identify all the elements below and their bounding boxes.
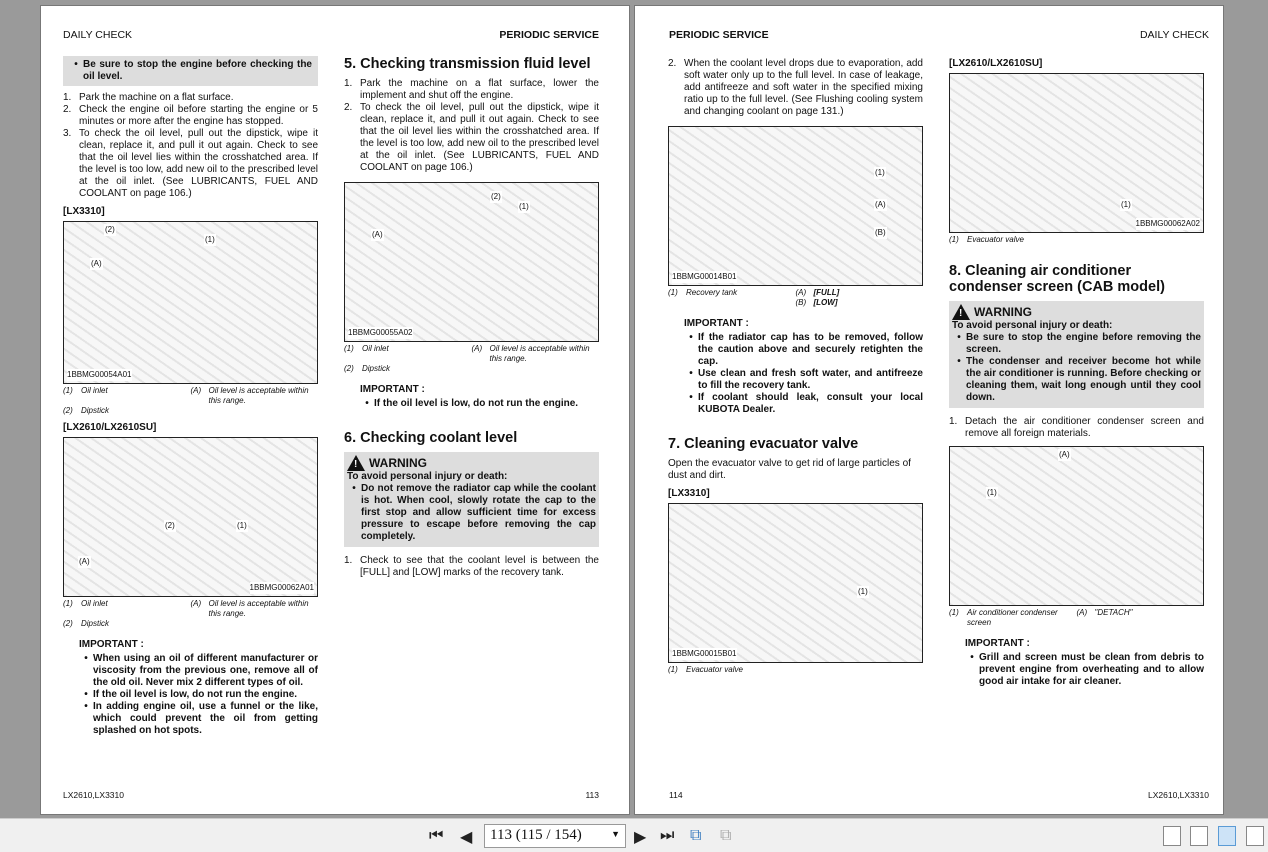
section-title: 8. Cleaning air conditioner condenser screen (CAB model) [949, 263, 1165, 295]
last-page-icon[interactable]: ⏭ [660, 827, 675, 844]
callout: (1) [858, 587, 868, 596]
step [344, 102, 599, 174]
legend-key: (1) [344, 344, 354, 353]
legend-text: Oil level is acceptable within this range. [208, 386, 309, 405]
navigation-toolbar [0, 818, 1268, 852]
callout: (A) [91, 259, 102, 268]
step [344, 555, 599, 579]
legend-key: (1) [63, 386, 73, 395]
figure-legend [344, 344, 599, 374]
important-item: • In adding engine oil, use a funnel or the like, which could prevent the oil from getting splashed on hot spots. [84, 701, 318, 736]
continuous-icon[interactable] [1190, 826, 1208, 846]
warning-item: • Do not remove the radiator cap while the coolant is hot. When cool, slowly rotate the cap to the first stop and allow sufficient time for excess pressure to escape before removing the cap completely. [352, 483, 596, 542]
prev-page-icon[interactable]: ◀ [460, 829, 473, 846]
important-text: Use clean and fresh soft water, and antifreeze to fill the recovery tank. [698, 368, 923, 391]
figure-code: 1BBMG00062A01 [249, 583, 314, 592]
step-text: When the coolant level drops due to evaporation, add soft water only up to the full level. In case of leakage, add antifreeze and soft water in the specified mixing ratio up to the full level. (See Flushing cooling system and changing coolant on page 131.) [684, 58, 923, 117]
legend-key: (1) [63, 599, 73, 608]
warning-title: WARNING [369, 456, 427, 470]
next-page-icon[interactable]: ▶ [634, 829, 647, 846]
step-num: 2. [668, 58, 677, 69]
step-num: 2. [344, 102, 353, 113]
two-page-icon[interactable] [1218, 826, 1236, 846]
important-item: • If the oil level is low, do not run the engine. [360, 398, 599, 410]
figure-legend [63, 386, 318, 416]
legend-text: Evacuator valve [967, 235, 1024, 244]
callout: (1) [987, 488, 997, 497]
prev-view-icon[interactable]: ⧉ [690, 827, 702, 844]
callout: (B) [875, 228, 886, 237]
callout: (A) [875, 200, 886, 209]
figure-code: 1BBMG00015B01 [672, 649, 737, 658]
legend-text: "DETACH" [1094, 608, 1133, 617]
page-value: 113 (115 / 154) [490, 827, 582, 843]
step [63, 104, 318, 128]
section-title: 6. Checking coolant level [344, 430, 518, 446]
callout: (1) [519, 202, 529, 211]
chevron-down-icon[interactable]: ▼ [611, 829, 620, 839]
legend-text: Oil inlet [81, 599, 108, 608]
legend-key: (A) [190, 599, 202, 608]
legend-key: (A) [190, 386, 202, 395]
page-number: 113 [585, 790, 599, 800]
legend-key: (2) [344, 364, 354, 373]
step-text: To check the oil level, pull out the dipstick, wipe it clean, replace it, and pull it out again. Check to see that the oil level lies within the crosshatched area. If the level is too low, add new oil to the prescribed level at the oil inlet. (See LUBRICANTS, FUEL AND COOLANT on page 106.) [79, 128, 318, 199]
important-item: • If the oil level is low, do not run the engine. [79, 689, 318, 701]
legend-key: (A) [795, 288, 807, 297]
figure-code: 1BBMG00055A02 [348, 328, 413, 337]
section-title: 7. Cleaning evacuator valve [668, 436, 859, 452]
important-title: IMPORTANT : [965, 638, 1030, 649]
warning-title: WARNING [974, 305, 1032, 319]
step-text: Detach the air conditioner condenser screen and remove all foreign materials. [965, 416, 1204, 439]
legend-text: [FULL] [813, 288, 840, 297]
important-item: • When using an oil of different manufacturer or viscosity from the previous one, remove all of the old oil. Never mix 2 different types of oil. [84, 653, 318, 688]
warning-icon [952, 304, 970, 320]
step-text: To check the oil level, pull out the dipstick, wipe it clean, replace it, and pull it out again. Check to see that the oil level lies within the crosshatched area. If the level is too low, add new oil to the prescribed level at the oil inlet. (See LUBRICANTS, FUEL AND COOLANT on page 106.) [360, 102, 599, 173]
step-num: 3. [63, 128, 72, 139]
figure-legend [63, 599, 318, 629]
warning-text: Be sure to stop the engine before removing the screen. [966, 332, 1201, 355]
page-selector[interactable] [484, 824, 626, 848]
callout: (A) [79, 557, 90, 566]
warning-text: Do not remove the radiator cap while the coolant is hot. When cool, slowly rotate the cap to the first stop and allow sufficient time for excess pressure to escape before removing the cap completely. [361, 483, 596, 542]
transmission-figure [344, 182, 599, 342]
warning-box [344, 452, 599, 547]
legend-text: Oil level is acceptable within this range. [489, 344, 590, 363]
left-page [40, 5, 630, 815]
legend-text: Dipstick [81, 406, 110, 415]
header-right: DAILY CHECK [1139, 29, 1209, 41]
step [63, 92, 318, 104]
step-text: Check the engine oil before starting the engine or 5 minutes or more after the engine has stopped. [79, 104, 318, 127]
legend-text: Air conditioner condenser screen [967, 608, 1058, 627]
right-column [949, 58, 1204, 688]
step [63, 128, 318, 200]
figure-legend [668, 288, 923, 308]
footer-right: LX2610,LX3310 [1148, 790, 1209, 800]
step [949, 416, 1204, 440]
callout: (1) [205, 235, 215, 244]
important-item: • If the radiator cap has to be removed, follow the caution above and securely retighten the cap. [689, 332, 923, 367]
callout: (2) [491, 192, 501, 201]
figure-caption: [LX2610/LX2610SU] [63, 422, 157, 433]
engine-oil-figure [63, 221, 318, 384]
figure-code: 1BBMG00054A01 [67, 370, 132, 379]
warning-item: • The condenser and receiver become hot while the air conditioner is running. Before checking or cleaning them, wait long enough until they cool down. [957, 356, 1201, 403]
page-number: 114 [669, 790, 683, 800]
header-left: PERIODIC SERVICE [669, 29, 769, 41]
figure-legend [668, 665, 923, 675]
legend-text: [LOW] [813, 298, 838, 307]
single-page-icon[interactable] [1163, 826, 1181, 846]
figure-legend [949, 608, 1204, 628]
legend-text: Dipstick [362, 364, 391, 373]
legend-key: (2) [63, 619, 73, 628]
important-title: IMPORTANT : [360, 384, 425, 395]
warning-text: The condenser and receiver become hot while the air conditioner is running. Before checking or cleaning them, wait long enough until they cool down. [966, 356, 1201, 403]
legend-text: Evacuator valve [686, 665, 743, 674]
legend-key: (1) [949, 608, 959, 617]
important-text: If coolant should leak, consult your local KUBOTA Dealer. [698, 392, 923, 415]
legend-key: (1) [949, 235, 959, 244]
callout: (A) [1059, 450, 1070, 459]
step-num: 2. [63, 104, 72, 115]
important-item: • Grill and screen must be clean from debris to prevent engine from overheating and to allow good air intake for air cleaner. [970, 652, 1204, 687]
warning-icon [347, 455, 365, 471]
first-page-icon[interactable]: ⏮ [429, 827, 444, 844]
figure-code: 1BBMG00014B01 [672, 272, 737, 281]
header-left: DAILY CHECK [63, 29, 133, 41]
warning-item: • Be sure to stop the engine before removing the screen. [957, 332, 1201, 355]
callout: (1) [875, 168, 885, 177]
figure-caption: [LX3310] [63, 206, 105, 217]
important-text: If the oil level is low, do not run the engine. [374, 398, 579, 409]
evacuator-valve-figure-2 [949, 73, 1204, 233]
footer-left: LX2610,LX3310 [63, 790, 124, 800]
step-text: Check to see that the coolant level is between the [FULL] and [LOW] marks of the recovery tank. [360, 555, 599, 578]
warning-box [949, 301, 1204, 408]
warning-subtitle: To avoid personal injury or death: [347, 471, 508, 482]
warning-subtitle: To avoid personal injury or death: [952, 320, 1113, 331]
step-num: 1. [344, 78, 353, 89]
important-text: If the oil level is low, do not run the engine. [93, 689, 298, 700]
legend-key: (A) [471, 344, 483, 353]
figure-code: 1BBMG00062A02 [1135, 219, 1200, 228]
step [668, 58, 923, 118]
right-page [634, 5, 1224, 815]
two-page-continuous-icon[interactable] [1246, 826, 1264, 846]
legend-key: (2) [63, 406, 73, 415]
legend-key: (1) [668, 665, 678, 674]
step-num: 1. [344, 555, 353, 566]
next-view-icon[interactable]: ⧉ [720, 827, 732, 844]
callout: (1) [237, 521, 247, 530]
left-column [63, 56, 318, 737]
important-title: IMPORTANT : [684, 318, 749, 329]
left-column [668, 58, 923, 681]
step [344, 78, 599, 102]
important-title: IMPORTANT : [79, 639, 144, 650]
legend-text: Oil inlet [81, 386, 108, 395]
header-right: PERIODIC SERVICE [499, 29, 599, 41]
section-body: Open the evacuator valve to get rid of large particles of dust and dirt. [668, 458, 911, 481]
legend-key: (1) [668, 288, 678, 297]
important-text: When using an oil of different manufacturer or viscosity from the previous one, remove all of the old oil. Never mix 2 different types of oil. [93, 653, 318, 688]
legend-text: Recovery tank [686, 288, 738, 297]
note-text: Be sure to stop the engine before checking the oil level. [83, 59, 312, 82]
step-text: Park the machine on a flat surface. [79, 92, 234, 103]
legend-key: (A) [1076, 608, 1088, 617]
condenser-screen-figure [949, 446, 1204, 606]
engine-oil-figure-2 [63, 437, 318, 597]
important-item: • Use clean and fresh soft water, and antifreeze to fill the recovery tank. [689, 368, 923, 391]
callout: (2) [105, 225, 115, 234]
legend-text: Oil inlet [362, 344, 389, 353]
legend-text: Oil level is acceptable within this range. [208, 599, 309, 618]
note-box: • Be sure to stop the engine before checking the oil level. [63, 56, 318, 86]
legend-key: (B) [795, 298, 807, 307]
evacuator-valve-figure [668, 503, 923, 663]
important-item: • If coolant should leak, consult your local KUBOTA Dealer. [689, 392, 923, 415]
important-text: If the radiator cap has to be removed, follow the caution above and securely retighten the cap. [698, 332, 923, 367]
figure-legend [949, 235, 1204, 245]
right-column [344, 56, 599, 579]
callout: (A) [372, 230, 383, 239]
step-text: Park the machine on a flat surface, lower the implement and shut off the engine. [360, 78, 599, 101]
legend-text: Dipstick [81, 619, 110, 628]
step-num: 1. [63, 92, 72, 103]
important-text: Grill and screen must be clean from debris to prevent engine from overheating and to allow good air intake for air cleaner. [979, 652, 1204, 687]
step-num: 1. [949, 416, 958, 427]
figure-caption: [LX3310] [668, 488, 710, 499]
important-text: In adding engine oil, use a funnel or the like, which could prevent the oil from getting splashed on hot spots. [93, 701, 318, 736]
figure-caption: [LX2610/LX2610SU] [949, 58, 1043, 69]
section-title: 5. Checking transmission fluid level [344, 56, 591, 72]
callout: (1) [1121, 200, 1131, 209]
callout: (2) [165, 521, 175, 530]
recovery-tank-figure [668, 126, 923, 286]
